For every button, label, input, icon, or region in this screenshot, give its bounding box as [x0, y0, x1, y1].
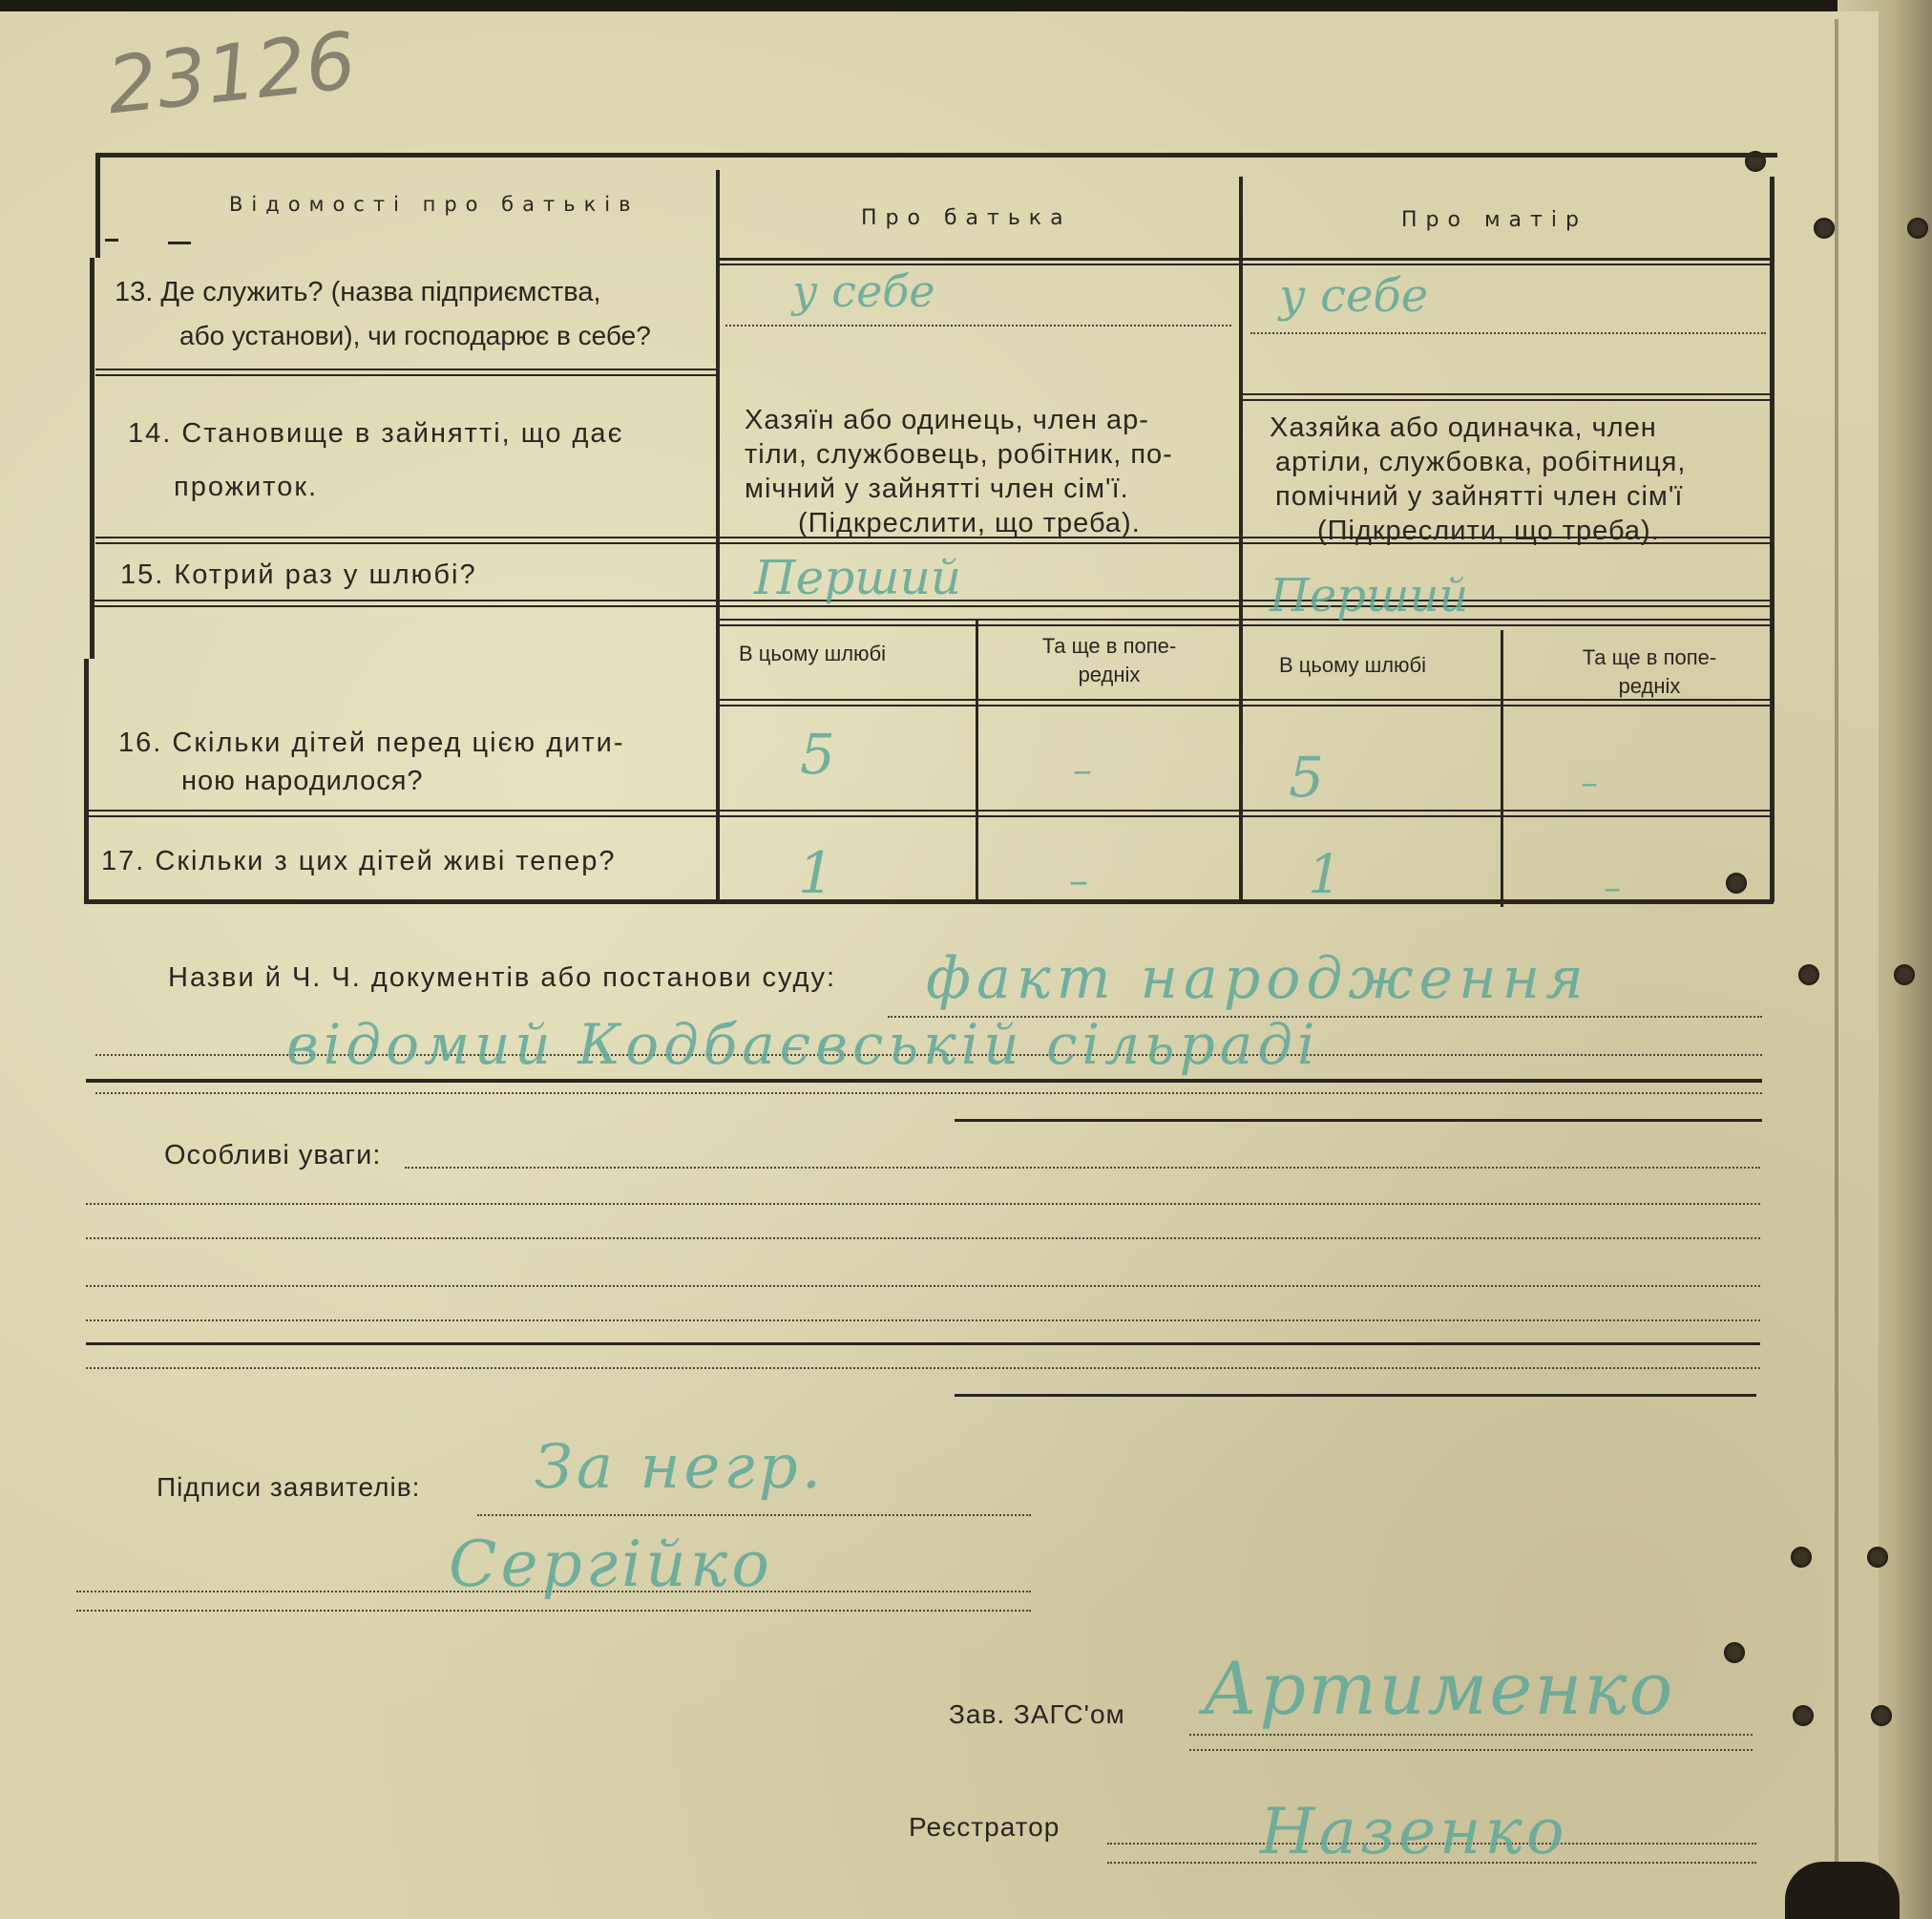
q15-mother-answer: Перший: [1270, 569, 1469, 622]
q14-father-option-line3: мічний у зайнятті член сім'ї.: [745, 474, 1129, 504]
remarks-line: [86, 1367, 1760, 1369]
table-border-left: [84, 659, 89, 902]
registrar-signature: Назенко: [1260, 1795, 1568, 1868]
answer-line: [1250, 332, 1766, 334]
column-divider: [1239, 177, 1243, 902]
header-mark: [168, 242, 191, 244]
q16-father-prev: –: [1073, 749, 1092, 792]
q13-line1: 13. Де служить? (назва підприємства,: [115, 277, 601, 307]
q16-line2: ною народилося?: [181, 766, 424, 796]
row-divider: [720, 624, 1770, 626]
q14-mother-option-line1: Хазяйка або одиначка, член: [1270, 412, 1657, 443]
q14-line1: 14. Становище в зайнятті, що дає: [128, 418, 624, 449]
q16-father-this: 5: [800, 722, 835, 787]
section-divider: [86, 1079, 1762, 1083]
q16-mother-prev: –: [1581, 764, 1598, 803]
documents-line: [95, 1092, 1762, 1094]
q17-question: 17. Скільки з цих дітей живі тепер?: [101, 846, 617, 876]
subheader-divider: [720, 699, 1770, 701]
row-divider: [95, 369, 716, 370]
binding-hole: [1791, 1547, 1812, 1568]
table-border-right: [1770, 177, 1774, 902]
binding-hole: [1814, 218, 1835, 239]
q13-line2: або установи), чи господарює в себе?: [179, 321, 651, 350]
table-border-left: [95, 153, 100, 258]
q14-father-option-line1: Хазяїн або одинець, член ар-: [745, 405, 1149, 435]
registrar-label: Реєстратор: [909, 1812, 1060, 1842]
remarks-line: [86, 1203, 1760, 1205]
table-border-left: [90, 258, 94, 659]
q13-father-answer: у себе: [792, 265, 935, 317]
applicants-signatures-label: Підписи заявителів:: [157, 1472, 421, 1502]
column-divider: [1501, 630, 1503, 907]
header-divider: [720, 258, 1770, 261]
row-divider: [95, 374, 716, 376]
sub-previous-mother-line1: Та ще в попе-: [1582, 645, 1717, 669]
q17-father-this: 1: [798, 840, 835, 907]
q17-mother-this: 1: [1308, 844, 1342, 906]
sub-this-marriage-mother: В цьому шлюбі: [1279, 653, 1427, 677]
q14-mother-option-line3: помічний у зайнятті член сім'ї: [1275, 481, 1684, 512]
row-divider: [1243, 399, 1770, 401]
answer-line: [725, 325, 1231, 327]
q14-mother-option-line4: (Підкреслити, що треба).: [1317, 516, 1660, 546]
documents-value-line2: відомий Кодбаєвській сільраді: [286, 1012, 1320, 1077]
documents-label: Назви й Ч. Ч. документів або постанови суду:: [168, 962, 837, 993]
applicants-signature-line: [477, 1514, 1031, 1516]
sub-previous-mother-line2: редніх: [1618, 674, 1681, 698]
q17-father-prev: –: [1069, 859, 1088, 903]
remarks-line: [86, 1319, 1760, 1321]
documents-value-line1: факт народження: [926, 945, 1589, 1012]
remarks-line: [86, 1237, 1760, 1239]
q14-mother-option-line2: артіли, службовка, робітниця,: [1275, 447, 1687, 477]
binding-hole: [1793, 1705, 1814, 1726]
header-parents-info: Відомості про батьків: [229, 193, 640, 216]
binding-hole: [1867, 1547, 1888, 1568]
applicants-signature-line1: За негр.: [535, 1432, 826, 1503]
table-border-bottom: [84, 899, 1774, 904]
q15-question: 15. Котрий раз у шлюбі?: [120, 559, 477, 590]
binding-hole: [1724, 1642, 1745, 1663]
row-divider: [1243, 393, 1770, 395]
binding-hole: [1871, 1705, 1892, 1726]
header-father: Про батька: [861, 206, 1072, 230]
sub-previous-father-line1: Та ще в попе-: [1041, 634, 1177, 658]
applicants-signature-line2: Сергійко: [449, 1528, 773, 1601]
binding-hole: [1726, 873, 1747, 894]
binding-hole: [1907, 218, 1928, 239]
sub-previous-father-line2: редніх: [1078, 663, 1141, 686]
table-border-top: [95, 153, 1777, 158]
section-divider: [86, 1342, 1760, 1345]
torn-corner: [1785, 1862, 1900, 1919]
q14-father-option-line2: тіли, службовець, робітник, по-: [745, 439, 1173, 470]
archive-number: 23126: [102, 15, 361, 133]
page-fold: [1835, 19, 1838, 1909]
q15-father-answer: Перший: [754, 550, 961, 605]
head-signature-line: [1189, 1734, 1753, 1736]
remarks-label: Особливі уваги:: [164, 1140, 382, 1170]
remarks-line: [86, 1285, 1760, 1287]
column-divider: [976, 621, 978, 902]
column-divider: [716, 170, 720, 901]
applicants-signature-line: [76, 1610, 1031, 1612]
q16-mother-this: 5: [1289, 745, 1324, 810]
section-divider: [955, 1119, 1762, 1122]
row-divider: [88, 810, 1770, 812]
q13-mother-answer: у себе: [1279, 269, 1429, 323]
sub-this-marriage-father: В цьому шлюбі: [739, 642, 887, 665]
head-of-registry-label: Зав. ЗАГС'ом: [949, 1699, 1125, 1729]
head-of-registry-signature: Артименко: [1203, 1646, 1675, 1731]
q14-father-option-line4: (Підкреслити, що треба).: [798, 508, 1141, 538]
remarks-line: [405, 1167, 1760, 1169]
binding-hole: [1894, 964, 1915, 985]
head-signature-line: [1189, 1749, 1753, 1751]
row-divider: [92, 605, 1770, 607]
q14-line2: прожиток.: [174, 472, 319, 502]
row-divider: [720, 619, 1770, 621]
header-mark: [105, 239, 118, 242]
q16-line1: 16. Скільки дітей перед цією дити-: [118, 728, 625, 758]
row-divider: [88, 815, 1770, 817]
header-mother: Про матір: [1401, 208, 1587, 232]
binding-hole: [1798, 964, 1819, 985]
q17-mother-prev: –: [1604, 869, 1621, 908]
section-divider: [955, 1394, 1756, 1397]
subheader-divider: [720, 705, 1770, 706]
